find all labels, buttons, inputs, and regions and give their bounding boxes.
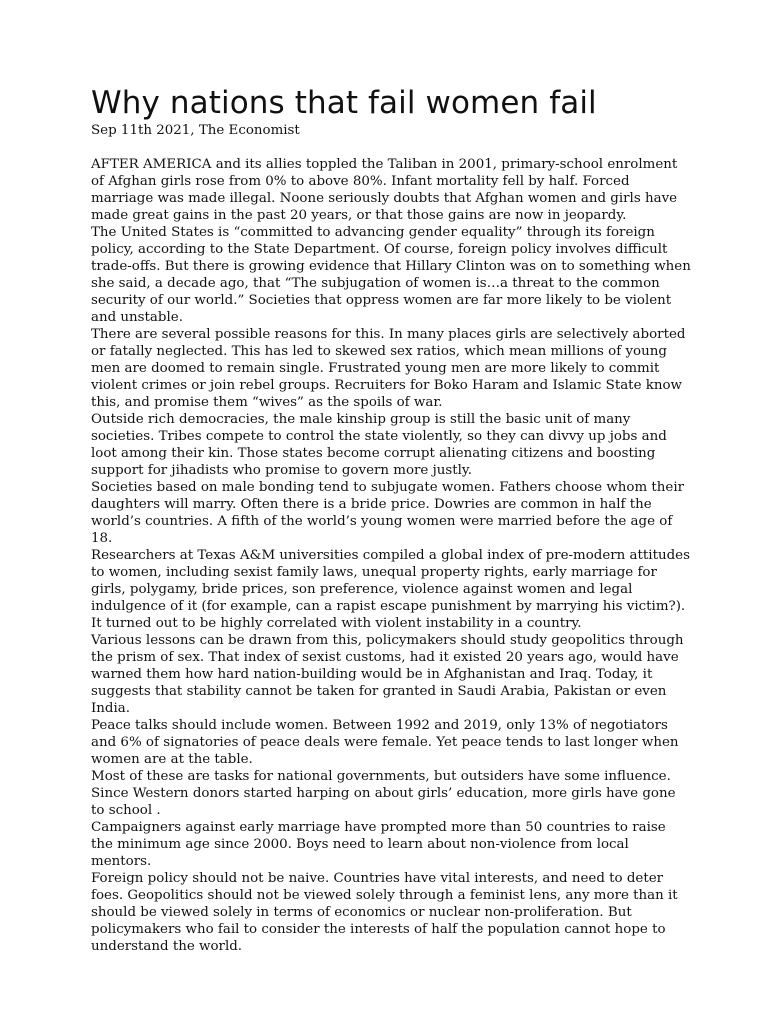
article-body: [91, 156, 691, 955]
paragraph: Outside rich democracies, the male kinship group is still the basic unit of many societies. Tribes compete to control the state violently, so they can divvy up jobs and loot among their kin. Those states become corrupt alienating citizens and boosting support for jihadists who promise to govern more justly.: [91, 412, 667, 478]
document-page: [91, 84, 691, 955]
paragraph: Various lessons can be drawn from this, policymakers should study geopolitics through the prism of sex. That index of sexist customs, had it existed 20 years ago, would have warned them how hard nation-building would be in Afghanistan and Iraq. Today, it suggests that stability cannot be taken for granted in Saudi Arabia, Pakistan or even India.: [91, 633, 684, 716]
paragraph: There are several possible reasons for this. In many places girls are selectively aborted or fatally neglected. This has led to skewed sex ratios, which mean millions of young men are doomed to remain single. Frustrated young men are more likely to commit violent crimes or join rebel groups. Recruiters for Boko Haram and Islamic State know this, and promise them “wives” as the spoils of war.: [91, 327, 686, 410]
paragraph: Foreign policy should not be naive. Countries have vital interests, and need to deter foes. Geopolitics should not be viewed solely through a feminist lens, any more than it should be viewed solely in terms of economics or nuclear non-proliferation. But policymakers who fail to consider the interests of half the population cannot hope to understand the world.: [91, 871, 678, 954]
paragraph: The United States is “committed to advancing gender equality” through its foreign policy, according to the State Department. Of course, foreign policy involves difficult trade-offs. But there is growing evidence that Hillary Clinton was on to something when she said, a decade ago, that “The subjugation of women is…a threat to the common security of our world.” Societies that oppress women are far more likely to be violent and unstable.: [91, 225, 691, 325]
paragraph: Peace talks should include women. Between 1992 and 2019, only 13% of negotiators and 6% of signatories of peace deals were female. Yet peace tends to last longer when women are at the table.: [91, 718, 679, 767]
paragraph: Most of these are tasks for national governments, but outsiders have some influence. Since Western donors started harping on about girls’ education, more girls have gone to school .: [91, 769, 676, 818]
article-byline: Sep 11th 2021, The Economist: [91, 123, 300, 138]
paragraph: Campaigners against early marriage have prompted more than 50 countries to raise the minimum age since 2000. Boys need to learn about non-violence from local mentors.: [91, 820, 666, 869]
article-title: Why nations that fail women fail: [91, 85, 597, 121]
paragraph: Researchers at Texas A&M universities compiled a global index of pre-modern attitudes to women, including sexist family laws, unequal property rights, early marriage for girls, polygamy, bride prices, son preference, violence against women and legal indulgence of it (for example, can a rapist escape punishment by marrying his victim?). It turned out to be highly correlated with violent instability in a country.: [91, 548, 690, 631]
paragraph: AFTER AMERICA and its allies toppled the Taliban in 2001, primary-school enrolment of Afghan girls rose from 0% to above 80%. Infant mortality fell by half. Forced marriage was made illegal. Noone seriously doubts that Afghan women and girls have made great gains in the past 20 years, or that those gains are now in jeopardy.: [91, 157, 678, 223]
paragraph: Societies based on male bonding tend to subjugate women. Fathers choose whom their daughters will marry. Often there is a bride price. Dowries are common in half the world’s countries. A fifth of the world’s young women were married before the age of 18.: [91, 480, 685, 546]
